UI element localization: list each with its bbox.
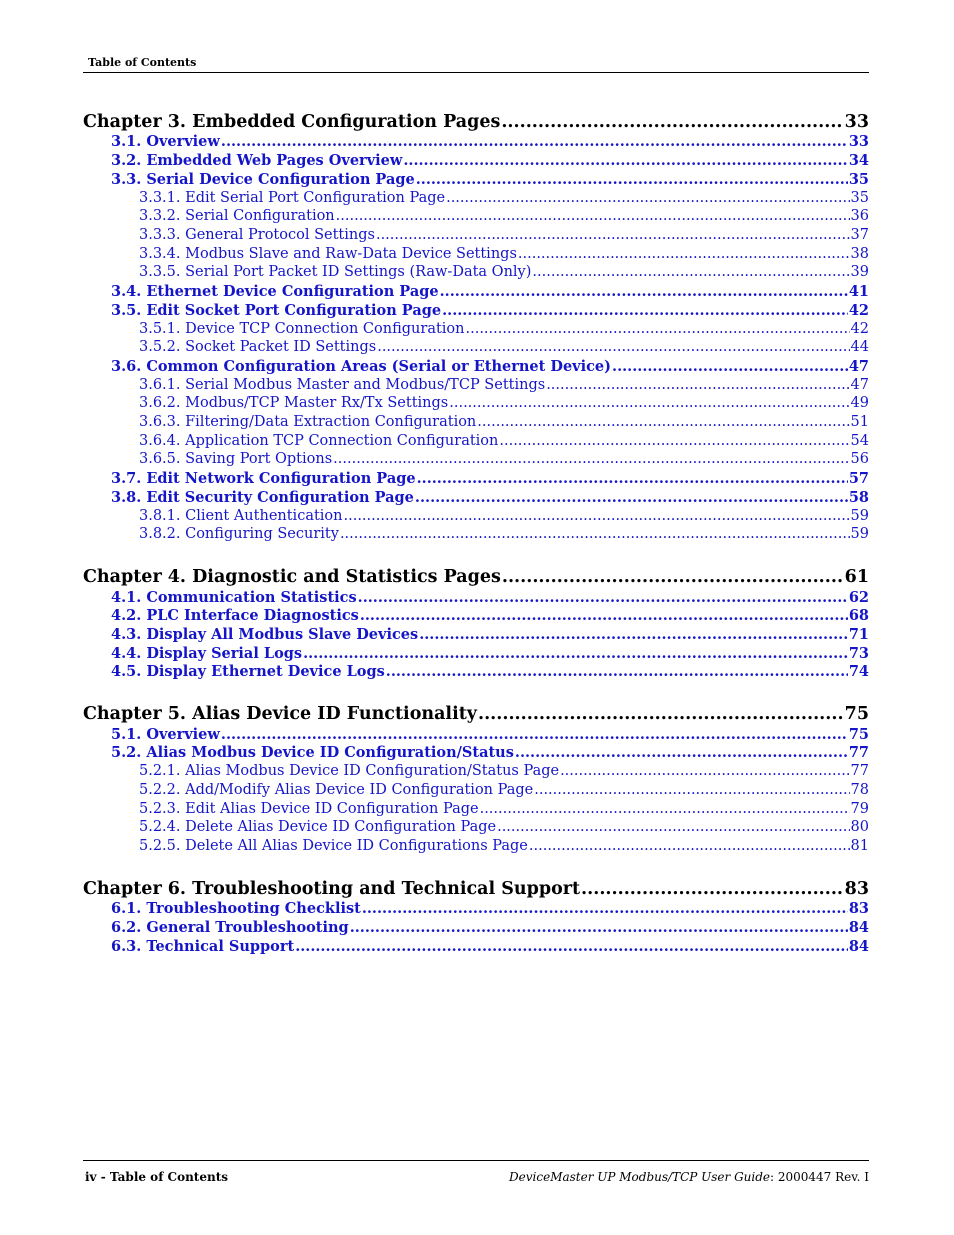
toc-entry-page-number[interactable]: 57 <box>848 470 869 487</box>
toc-entry-page-number[interactable]: 56 <box>850 451 869 467</box>
toc-entry-title[interactable]: 4.4. Display Serial Logs <box>111 645 303 662</box>
toc-section-entry[interactable] <box>111 152 869 169</box>
toc-entry-page-number[interactable]: 47 <box>850 377 869 393</box>
dot-leader <box>403 152 847 169</box>
toc-entry-page-number[interactable]: 77 <box>850 763 869 779</box>
toc-entry-page-number[interactable]: 75 <box>844 704 869 724</box>
dot-leader <box>518 246 850 262</box>
toc-sub-entry[interactable] <box>139 264 869 280</box>
toc-entry-page-number[interactable]: 33 <box>848 133 869 150</box>
dot-leader <box>497 819 849 835</box>
toc-entry-title[interactable]: 4.5. Display Ethernet Device Logs <box>111 663 385 680</box>
toc-entry-title[interactable]: 4.2. PLC Interface Diagnostics <box>111 607 359 624</box>
dot-leader <box>303 645 848 662</box>
dot-leader <box>612 358 848 375</box>
toc-sub-entry[interactable] <box>139 451 869 467</box>
toc-entry-page-number[interactable]: 77 <box>848 744 869 761</box>
toc-entry-title[interactable]: 5.2.1. Alias Modbus Device ID Configuration/Status Page <box>139 763 560 779</box>
toc-entry-page-number[interactable]: 41 <box>848 283 869 300</box>
toc-entry-page-number[interactable]: 74 <box>848 663 869 680</box>
toc-entry-page-number[interactable]: 42 <box>850 321 869 337</box>
toc-entry-page-number[interactable]: 84 <box>848 919 869 936</box>
toc-entry-page-number[interactable]: 81 <box>850 838 869 854</box>
toc-entry-title[interactable]: 3.8.1. Client Authentication <box>139 508 343 524</box>
toc-entry-title[interactable]: 4.1. Communication Statistics <box>111 589 357 606</box>
dot-leader <box>336 208 850 224</box>
footer-page-label: iv - Table of Contents <box>85 1170 229 1184</box>
dot-leader <box>480 801 850 817</box>
dot-leader <box>350 919 848 936</box>
toc-entry-title[interactable]: Chapter 4. Diagnostic and Statistics Pages <box>83 567 501 587</box>
dot-leader <box>419 626 848 643</box>
toc-sub-entry[interactable] <box>139 190 869 206</box>
toc-sub-entry[interactable] <box>139 508 869 524</box>
dot-leader <box>581 879 844 899</box>
dot-leader <box>449 395 849 411</box>
toc-sub-entry[interactable] <box>139 838 869 854</box>
toc-chapter-entry[interactable] <box>83 879 869 899</box>
toc-entry-title[interactable]: 3.8. Edit Security Configuration Page <box>111 489 414 506</box>
toc-entry-title[interactable]: 3.4. Ethernet Device Configuration Page <box>111 283 439 300</box>
toc-entry-title[interactable]: 5.2.4. Delete Alias Device ID Configuration Page <box>139 819 497 835</box>
toc-entry-page-number[interactable]: 75 <box>848 726 869 743</box>
toc-entry-page-number[interactable]: 33 <box>844 112 869 132</box>
toc-sub-entry[interactable] <box>139 763 869 779</box>
toc-entry-title[interactable]: 3.3.2. Serial Configuration <box>139 208 335 224</box>
toc-entry-title[interactable]: 3.6.4. Application TCP Connection Configuration <box>139 433 499 449</box>
toc-entry-title[interactable]: 3.7. Edit Network Configuration Page <box>111 470 416 487</box>
toc-entry-title[interactable]: 3.3.1. Edit Serial Port Configuration Page <box>139 190 446 206</box>
dot-leader <box>529 838 850 854</box>
toc-entry-page-number[interactable]: 34 <box>848 152 869 169</box>
toc-entry-page-number[interactable]: 35 <box>848 171 869 188</box>
toc-section-entry[interactable] <box>111 900 869 917</box>
toc-entry-title[interactable]: 3.8.2. Configuring Security <box>139 526 339 542</box>
toc-entry-page-number[interactable]: 73 <box>848 645 869 662</box>
toc-entry-page-number[interactable]: 59 <box>850 508 869 524</box>
toc-entry-title[interactable]: 3.2. Embedded Web Pages Overview <box>111 152 403 169</box>
toc-sub-entry[interactable] <box>139 819 869 835</box>
toc-entry-page-number[interactable]: 44 <box>850 339 869 355</box>
toc-sub-entry[interactable] <box>139 246 869 262</box>
dot-leader <box>560 763 849 779</box>
toc-entry-page-number[interactable]: 83 <box>844 879 869 899</box>
dot-leader <box>386 663 848 680</box>
toc-entry-title[interactable]: 3.6.2. Modbus/TCP Master Rx/Tx Settings <box>139 395 449 411</box>
toc-entry-page-number[interactable]: 47 <box>848 358 869 375</box>
footer-doc-number: : 2000447 Rev. I <box>770 1170 869 1184</box>
header-divider <box>83 72 869 73</box>
dot-leader <box>477 414 849 430</box>
toc-sub-entry[interactable] <box>139 339 869 355</box>
toc-section-entry[interactable] <box>111 302 869 319</box>
toc-entry-page-number[interactable]: 35 <box>850 190 869 206</box>
toc-section-entry[interactable] <box>111 626 869 643</box>
dot-leader <box>377 339 849 355</box>
dot-leader <box>442 302 848 319</box>
toc-entry-title[interactable]: 6.3. Technical Support <box>111 938 295 955</box>
dot-leader <box>362 900 848 917</box>
toc-section-entry[interactable] <box>111 133 869 150</box>
toc-sub-entry[interactable] <box>139 377 869 393</box>
toc-entry-title[interactable]: 3.3.4. Modbus Slave and Raw-Data Device Settings <box>139 246 517 262</box>
toc-entry-title[interactable]: 3.6.3. Filtering/Data Extraction Configuration <box>139 414 477 430</box>
toc-section-entry[interactable] <box>111 607 869 624</box>
toc-section-entry[interactable] <box>111 744 869 761</box>
dot-leader <box>515 744 848 761</box>
toc-section-entry[interactable] <box>111 726 869 743</box>
toc-sub-entry[interactable] <box>139 801 869 817</box>
toc-entry-page-number[interactable]: 54 <box>850 433 869 449</box>
toc-entry-page-number[interactable]: 42 <box>848 302 869 319</box>
toc-section-entry[interactable] <box>111 589 869 606</box>
toc-entry-page-number[interactable]: 83 <box>848 900 869 917</box>
toc-entry-title[interactable]: Chapter 6. Troubleshooting and Technical Support <box>83 879 581 899</box>
toc-sub-entry[interactable] <box>139 395 869 411</box>
footer-document-title <box>509 1170 869 1184</box>
toc-chapter-entry[interactable] <box>83 112 869 132</box>
dot-leader <box>295 938 848 955</box>
toc-entry-title[interactable]: 6.2. General Troubleshooting <box>111 919 349 936</box>
toc-entry-title[interactable]: 3.6.1. Serial Modbus Master and Modbus/TCP Settings <box>139 377 546 393</box>
dot-leader <box>221 726 848 743</box>
toc-sub-entry[interactable] <box>139 227 869 243</box>
toc-entry-title[interactable]: 5.2. Alias Modbus Device ID Configuration/Status <box>111 744 514 761</box>
dot-leader <box>376 227 850 243</box>
toc-sub-entry[interactable] <box>139 414 869 430</box>
toc-entry-page-number[interactable]: 51 <box>850 414 869 430</box>
toc-section-entry[interactable] <box>111 489 869 506</box>
toc-entry-title[interactable]: 3.5. Edit Socket Port Configuration Page <box>111 302 442 319</box>
dot-leader <box>344 508 850 524</box>
dot-leader <box>478 704 844 724</box>
toc-entry-title[interactable]: 5.1. Overview <box>111 726 220 743</box>
toc-entry-page-number[interactable]: 38 <box>850 246 869 262</box>
toc-sub-entry[interactable] <box>139 526 869 542</box>
dot-leader <box>499 433 849 449</box>
toc-entry-page-number[interactable]: 80 <box>850 819 869 835</box>
toc-entry-page-number[interactable]: 49 <box>850 395 869 411</box>
dot-leader <box>221 133 848 150</box>
toc-section-entry[interactable] <box>111 358 869 375</box>
dot-leader <box>534 782 849 798</box>
toc-entry-title[interactable]: 3.1. Overview <box>111 133 220 150</box>
toc-section-entry[interactable] <box>111 663 869 680</box>
toc-entry-title[interactable]: 5.2.3. Edit Alias Device ID Configuration Page <box>139 801 479 817</box>
toc-entry-page-number[interactable]: 84 <box>848 938 869 955</box>
toc-section-entry[interactable] <box>111 919 869 936</box>
toc-sub-entry[interactable] <box>139 782 869 798</box>
dot-leader <box>333 451 849 467</box>
toc-entry-title[interactable]: 5.2.5. Delete All Alias Device ID Configurations Page <box>139 838 528 854</box>
toc-entry-title[interactable]: Chapter 3. Embedded Configuration Pages <box>83 112 501 132</box>
toc-entry-title[interactable]: 6.1. Troubleshooting Checklist <box>111 900 361 917</box>
toc-entry-page-number[interactable]: 58 <box>848 489 869 506</box>
footer-guide-title: DeviceMaster UP Modbus/TCP User Guide <box>509 1170 771 1184</box>
dot-leader <box>446 190 849 206</box>
toc-entry-title[interactable]: 3.3.3. General Protocol Settings <box>139 227 375 243</box>
toc-entry-page-number[interactable]: 78 <box>850 782 869 798</box>
toc-entry-title[interactable]: 3.6.5. Saving Port Options <box>139 451 333 467</box>
dot-leader <box>501 112 843 132</box>
toc-section-entry[interactable] <box>111 938 869 955</box>
toc-entry-page-number[interactable]: 79 <box>850 801 869 817</box>
toc-section-entry[interactable] <box>111 171 869 188</box>
page-header: Table of Contents <box>88 56 197 69</box>
toc-entry-title[interactable]: 5.2.2. Add/Modify Alias Device ID Configuration Page <box>139 782 534 798</box>
dot-leader <box>340 526 850 542</box>
toc-section-entry[interactable] <box>111 645 869 662</box>
dot-leader <box>358 589 848 606</box>
toc-entry-title[interactable]: 4.3. Display All Modbus Slave Devices <box>111 626 419 643</box>
toc-entry-title[interactable]: 3.5.2. Socket Packet ID Settings <box>139 339 377 355</box>
toc-section-entry[interactable] <box>111 470 869 487</box>
dot-leader <box>440 283 848 300</box>
dot-leader <box>466 321 850 337</box>
toc-entry-page-number[interactable]: 61 <box>844 567 869 587</box>
toc-entry-page-number[interactable]: 39 <box>850 264 869 280</box>
toc-sub-entry[interactable] <box>139 208 869 224</box>
toc-entry-page-number[interactable]: 68 <box>848 607 869 624</box>
toc-chapter-entry[interactable] <box>83 567 869 587</box>
toc-entry-page-number[interactable]: 59 <box>850 526 869 542</box>
toc-chapter-entry[interactable] <box>83 704 869 724</box>
toc-entry-page-number[interactable]: 71 <box>848 626 869 643</box>
dot-leader <box>360 607 848 624</box>
dot-leader <box>417 470 848 487</box>
dot-leader <box>502 567 844 587</box>
toc-sub-entry[interactable] <box>139 433 869 449</box>
dot-leader <box>546 377 849 393</box>
toc-entry-page-number[interactable]: 36 <box>850 208 869 224</box>
toc-entry-title[interactable]: 3.5.1. Device TCP Connection Configuration <box>139 321 465 337</box>
toc-entry-page-number[interactable]: 62 <box>848 589 869 606</box>
toc-entry-page-number[interactable]: 37 <box>850 227 869 243</box>
toc-entry-title[interactable]: 3.3.5. Serial Port Packet ID Settings (Raw-Data Only) <box>139 264 532 280</box>
dot-leader <box>416 171 848 188</box>
footer-divider <box>83 1160 869 1161</box>
dot-leader <box>415 489 848 506</box>
toc-entry-title[interactable]: 3.6. Common Configuration Areas (Serial or Ethernet Device) <box>111 358 612 375</box>
toc-sub-entry[interactable] <box>139 321 869 337</box>
toc-entry-title[interactable]: Chapter 5. Alias Device ID Functionality <box>83 704 477 724</box>
dot-leader <box>532 264 849 280</box>
toc-entry-title[interactable]: 3.3. Serial Device Configuration Page <box>111 171 415 188</box>
toc-section-entry[interactable] <box>111 283 869 300</box>
